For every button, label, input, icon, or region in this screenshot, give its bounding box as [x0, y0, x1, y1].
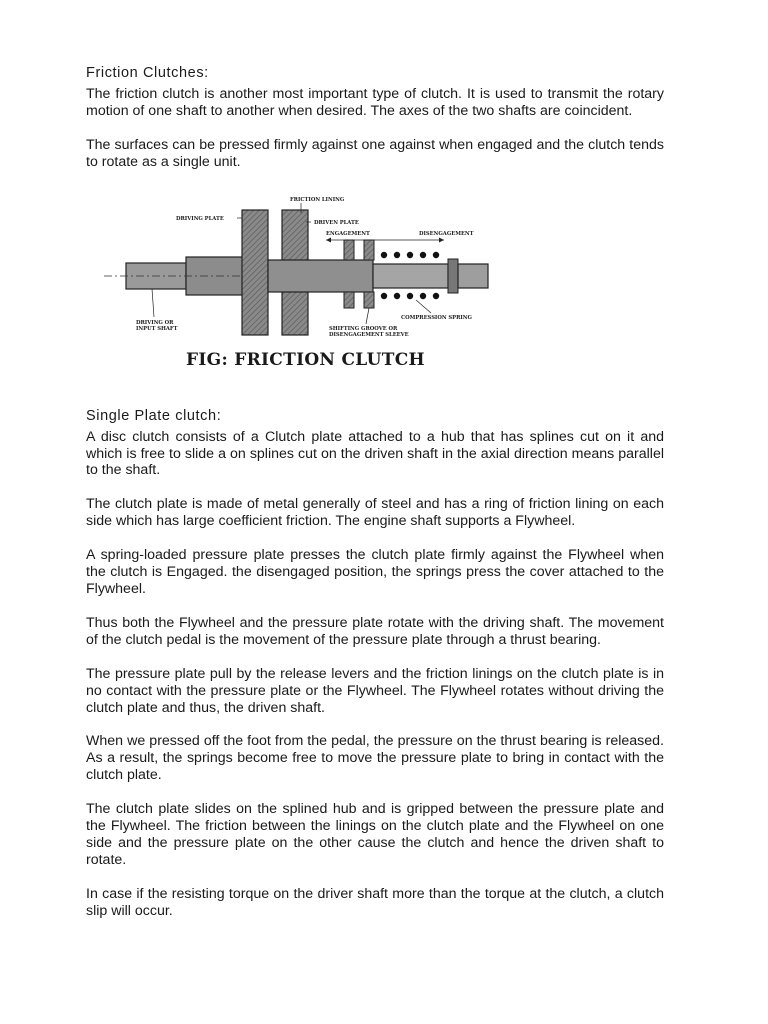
- label-driving-shaft: DRIVING OR: [136, 319, 174, 326]
- paragraph: The pressure plate pull by the release levers and the friction linings on the clutch plate is in no contact with the pressure plate or the Flywheel. The Flywheel rotates without driving the clutch plate and thus, the driven shaft.: [86, 665, 664, 716]
- paragraph: In case if the resisting torque on the driver shaft more than the torque at the clutch, a clutch slip will occur.: [86, 885, 664, 919]
- figure-caption: FIG: FRICTION CLUTCH: [186, 349, 425, 370]
- label-disengagement-sleeve: DISENGAGEMENT SLEEVE: [329, 331, 409, 338]
- paragraph: The friction clutch is another most important type of clutch. It is used to transmit the rotary motion of one shaft to another when desired. The axes of the two shafts are coincident.: [86, 86, 664, 119]
- document-page: [86, 64, 664, 920]
- paragraph: The clutch plate is made of metal generally of steel and has a ring of friction lining on each side which has large coefficient friction. The engine shaft supports a Flywheel.: [86, 496, 664, 530]
- paragraph: The surfaces can be pressed firmly against one against when engaged and the clutch tends to rotate as a single unit.: [86, 136, 664, 170]
- paragraph: A disc clutch consists of a Clutch plate attached to a hub that has splines cut on it and which is free to slide a on splines cut on the driven shaft in the axial direction means parallel to the shaft.: [86, 428, 664, 479]
- section-heading-single-plate-clutch: Single Plate clutch:: [86, 407, 222, 424]
- label-friction-lining: FRICTION LINING: [290, 196, 345, 203]
- paragraph: When we pressed off the foot from the pedal, the pressure on the thrust bearing is released. As a result, the springs become free to move the pressure plate to bring in contact with the clutch plate.: [86, 733, 664, 784]
- label-engagement: ENGAGEMENT: [326, 230, 370, 237]
- label-compression-spring: COMPRESSION SPRING: [401, 314, 472, 321]
- paragraph: Thus both the Flywheel and the pressure plate rotate with the driving shaft. The movement of the clutch pedal is the movement of the pressure plate through a thrust bearing.: [86, 614, 664, 648]
- label-driven-plate: DRIVEN PLATE: [314, 219, 359, 226]
- label-shifting-groove: SHIFTING GROOVE OR: [329, 325, 398, 332]
- label-input-shaft: INPUT SHAFT: [136, 325, 178, 332]
- paragraph: A spring-loaded pressure plate presses the clutch plate firmly against the Flywheel when the clutch is Engaged. the disengaged position, the springs press the cover attached to the Flywheel.: [86, 547, 664, 597]
- section-heading-friction-clutches: Friction Clutches:: [86, 65, 209, 81]
- label-disengagement: DISENGAGEMENT: [419, 230, 474, 237]
- paragraph: The clutch plate slides on the splined hub and is gripped between the pressure plate and the Flywheel. The friction between the linings on the clutch plate and the Flywheel on one side and the pressure plate on the other cause the clutch and hence the driven shaft to rotate.: [86, 801, 664, 868]
- friction-clutch-figure: [86, 185, 496, 385]
- label-driving-plate: DRIVING PLATE: [176, 215, 224, 222]
